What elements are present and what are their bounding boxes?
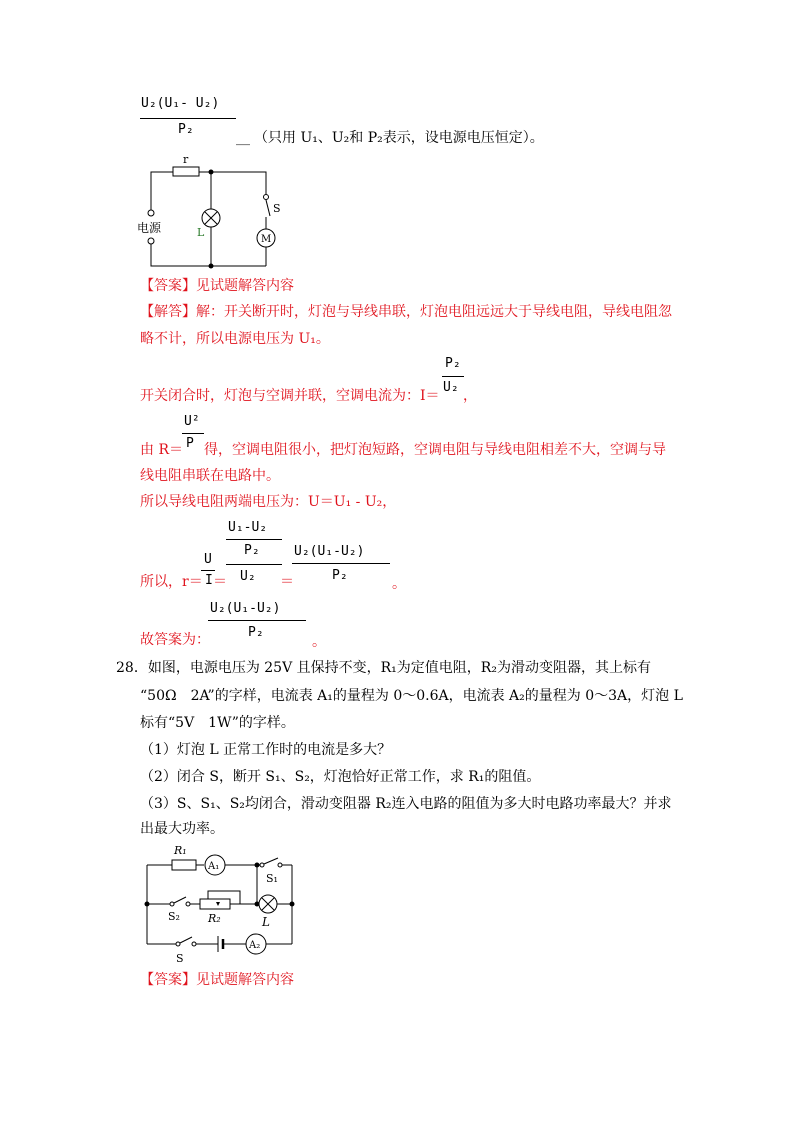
q28-sub-1: （1）灯泡 L 正常工作时的电流是多大？	[140, 742, 392, 758]
circuit1-motor-label: M	[261, 234, 272, 245]
final-answer-pre: 故答案为：	[140, 632, 210, 648]
final-bar	[208, 620, 306, 621]
circuit1-r-label: r	[183, 153, 189, 166]
circuit2-lamp-label: L	[262, 915, 270, 929]
circuit-diagram-1	[135, 148, 295, 273]
solution-line-4: 得，空调电阻很小，把灯泡短路，空调电阻与导线电阻相差不大，空调与导	[204, 442, 666, 458]
compound-inner-denominator: P₂	[244, 543, 260, 558]
final-numerator: U₂(U₁-U₂)	[210, 601, 281, 616]
solution-line-1	[140, 302, 672, 322]
q28-line-1: 28．如图，电源电压为 25V 且保持不变，R₁为定值电阻，R₂为滑动变阻器，其上标有	[116, 660, 651, 676]
compound-inner-numerator: U₁-U₂	[228, 520, 268, 535]
fraction-u-squared: U²	[184, 414, 200, 429]
top-formula-denominator: P₂	[178, 122, 194, 137]
fraction-bar-2	[182, 433, 204, 434]
circuit-diagram-2	[140, 840, 300, 968]
solution-line-6: 所以导线电阻两端电压为：U＝U₁ - U₂，	[140, 494, 397, 510]
answer-line-1	[140, 276, 294, 296]
fraction-u: U	[204, 552, 212, 567]
solution-line-7-pre: 所以，r＝	[140, 574, 203, 590]
compound-denominator: U₂	[240, 569, 256, 584]
switch-s2-label: S₂	[168, 910, 180, 923]
top-note: （只用 U₁、U₂和 P₂表示，设电源电压恒定）。	[254, 130, 544, 146]
result-denominator: P₂	[332, 568, 348, 583]
q28-line-2: “50Ω 2A”的字样，电流表 A₁的量程为 0～0.6A，电流表 A₂的量程为 0～3A，灯泡 L	[140, 688, 683, 704]
switch-s1-label: S₁	[266, 872, 278, 885]
solution-tag: 【解答】	[140, 304, 196, 320]
q28-sub-3a: （3）S、S₁、S₂均闭合，滑动变阻器 R₂连入电路的阻值为多大时电路功率最大？并求	[140, 796, 672, 812]
top-blank: __	[236, 130, 250, 146]
result-bar	[292, 563, 390, 564]
fraction-i: I	[205, 573, 213, 588]
solution-line-4-pre: 由 R＝	[140, 442, 183, 458]
solution-line-3: 开关闭合时，灯泡与空调并联，空调电流为：I＝	[140, 388, 440, 404]
q28-sub-2: （2）闭合 S，断开 S₁、S₂，灯泡恰好正常工作，求 R₁的阻值。	[140, 769, 541, 785]
circuit2-r2-label: R₂	[208, 912, 221, 925]
compound-main-bar	[226, 564, 282, 565]
fraction-bar-1	[442, 376, 464, 377]
final-denominator: P₂	[248, 625, 264, 640]
solution-line-2: 略不计，所以电源电压为 U₁。	[140, 331, 330, 347]
q28-sub-3b: 出最大功率。	[140, 821, 224, 837]
answer-tag-2: 【答案】	[140, 972, 196, 988]
circuit1-switch-label: S	[273, 202, 281, 215]
ammeter-a1-label: A₁	[208, 861, 220, 872]
top-formula-bar	[140, 118, 236, 119]
switch-s-label: S	[176, 952, 184, 965]
solution-eq-2: ＝	[280, 574, 294, 590]
answer-text-2: 见试题解答内容	[196, 972, 294, 988]
answer-tag: 【答案】	[140, 278, 196, 294]
result-numerator: U₂(U₁-U₂)	[294, 544, 365, 559]
ammeter-a2-label: A₂	[249, 940, 261, 951]
compound-inner-bar	[226, 539, 282, 540]
fraction-bar-ui	[201, 570, 215, 571]
final-answer-end: 。	[312, 634, 326, 650]
fraction-p2: P₂	[445, 356, 461, 371]
circuit2-r1-label: R₁	[174, 844, 187, 857]
top-formula-numerator: U₂(U₁- U₂)	[141, 96, 220, 111]
solution-text-1: 解：开关断开时，灯泡与导线串联，灯泡电阻远远大于导线电阻，导线电阻忽	[196, 304, 672, 320]
solution-line-7-end: 。	[392, 576, 406, 592]
q28-line-3: 标有“5V 1W”的字样。	[140, 715, 295, 731]
circuit1-source-label: 电源	[137, 221, 162, 235]
solution-eq-1: ＝	[213, 574, 227, 590]
solution-line-3-end: ，	[463, 388, 477, 404]
answer-text: 见试题解答内容	[196, 278, 294, 294]
circuit1-lamp-label: L	[197, 226, 205, 239]
fraction-p: P	[186, 436, 194, 451]
fraction-u2: U₂	[443, 380, 459, 395]
answer-line-2	[140, 970, 294, 990]
solution-line-5: 线电阻串联在电路中。	[140, 468, 280, 484]
